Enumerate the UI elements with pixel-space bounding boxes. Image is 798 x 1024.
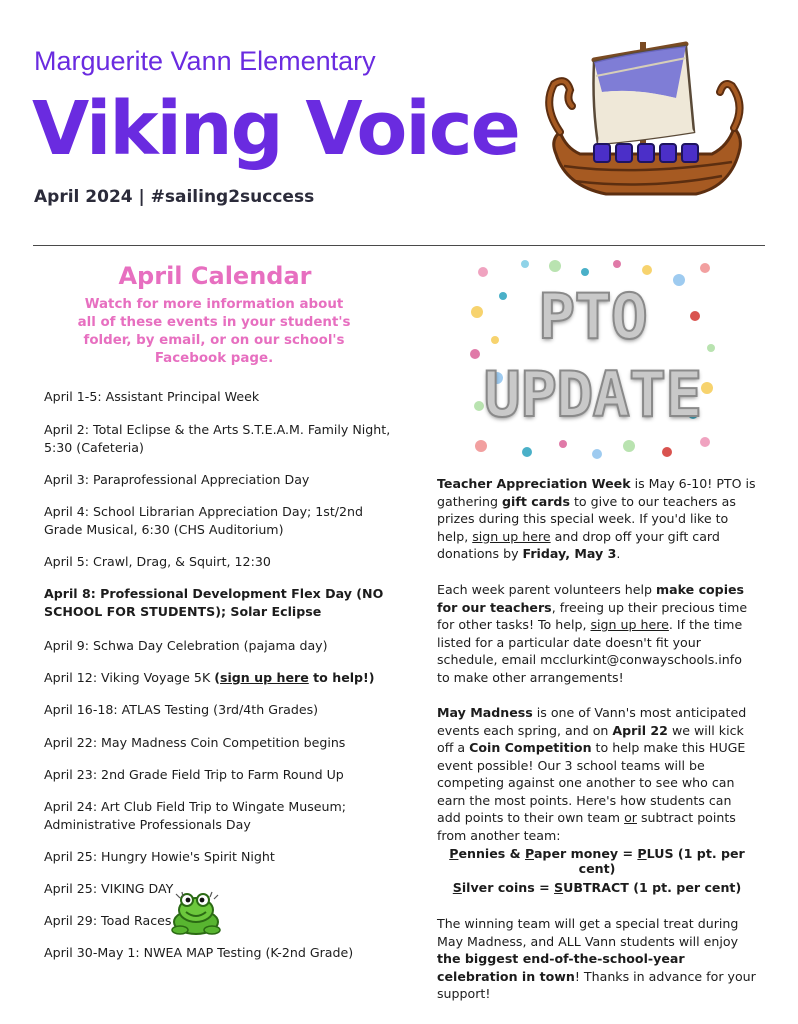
rule-text: ennies & [458, 846, 526, 861]
calendar-item: April 9: Schwa Day Celebration (pajama day) [44, 638, 328, 653]
sign-up-link[interactable]: sign up here [219, 670, 309, 685]
paragraph-text: subtract points from another team: [437, 810, 736, 843]
paragraph-text: , freeing up their precious time for other tasks! To help, [437, 599, 748, 632]
viking-ship-icon [536, 36, 748, 206]
paragraph-text: Each week parent volunteers help [437, 582, 656, 597]
calendar-item: April 16-18: ATLAS Testing (3rd/4th Grades) [44, 702, 319, 717]
paragraph-text: . [616, 546, 621, 561]
issue-dateline: April 2024 | #sailing2success [34, 187, 315, 207]
calendar-item: April 25: VIKING DAY [44, 881, 174, 896]
paragraph-text: . If the time listed for a particular date doesn't fit your schedule, email mcclurkint@conwayschools.info to make other arrangements! [437, 617, 743, 685]
subtract-rule [437, 880, 757, 895]
rule-text: aper money = [533, 846, 638, 861]
paragraph-text: is one of Vann's most anticipated events each spring, and on [437, 705, 747, 738]
emphasis: May Madness [437, 705, 533, 720]
teacher-appreciation-paragraph [437, 475, 757, 563]
pto-image-text: PTO [538, 280, 647, 353]
paragraph-text: ! Thanks in advance for your support! [437, 968, 756, 1001]
newsletter-title: Viking Voice [32, 86, 519, 172]
calendar-heading: April Calendar [118, 262, 312, 290]
paragraph-text: to give to our teachers as prizes during this special week. If you'd like to help, [437, 493, 736, 544]
letter: S [554, 880, 564, 895]
underlined-word: or [624, 810, 637, 825]
calendar-item-text: to help!) [308, 670, 375, 685]
calendar-item: April 24: Art Club Field Trip to Wingate Museum; Administrative Professionals Day [44, 799, 347, 832]
calendar-item: April 30-May 1: NWEA MAP Testing (K-2nd Grade) [44, 945, 354, 960]
calendar-item: April 1-5: Assistant Principal Week [44, 389, 260, 404]
frog-icon [168, 890, 224, 938]
sign-up-link[interactable]: sign up here [472, 528, 551, 544]
emphasis: April 22 [612, 722, 668, 738]
letter: P [637, 846, 647, 861]
calendar-item: April 29: Toad Races [44, 913, 172, 928]
plus-rule [437, 846, 757, 876]
may-madness-paragraph [437, 704, 757, 844]
paragraph-text: is May 6-10! PTO is gathering [437, 476, 756, 509]
letter: S [452, 880, 462, 895]
emphasis: Friday, May 3 [522, 546, 617, 561]
emphasis: Teacher Appreciation Week [437, 476, 631, 491]
closing-paragraph [437, 915, 757, 1003]
rule-text: LUS (1 pt. per cent) [578, 846, 745, 876]
calendar-item: April 5: Crawl, Drag, & Squirt, 12:30 [44, 554, 271, 569]
emphasis: Coin Competition [469, 740, 592, 755]
calendar-item: April 22: May Madness Coin Competition begins [44, 735, 346, 750]
calendar-item: April 23: 2nd Grade Field Trip to Farm Round Up [44, 767, 344, 782]
calendar-item: April 8: Professional Development Flex Day (NO SCHOOL FOR STUDENTS); Solar Eclipse [44, 586, 384, 619]
letter: P [449, 846, 459, 861]
calendar-item: April 2: Total Eclipse & the Arts S.T.E.A.M. Family Night, 5:30 (Cafeteria) [44, 422, 391, 455]
calendar-item-paren: ( [214, 670, 220, 685]
emphasis: make copies for our teachers [437, 582, 745, 615]
paragraph-text: and drop off your gift card donations by [437, 528, 720, 561]
calendar-item-text: April 12: Viking Voyage 5K [44, 670, 215, 685]
paragraph-text: we will kick off a [437, 722, 744, 755]
calendar-item: April 3: Paraprofessional Appreciation Day [44, 472, 310, 487]
rule-text: UBTRACT (1 pt. per cent) [563, 880, 742, 895]
calendar-item: April 4: School Librarian Appreciation Day; 1st/2nd Grade Musical, 6:30 (CHS Auditorium) [44, 504, 364, 537]
school-name: Marguerite Vann Elementary [34, 46, 376, 76]
calendar-note: Watch for more information about all of these events in your student's folder, by email, or on our school's Facebook page. [77, 297, 351, 367]
header-divider [33, 245, 765, 246]
paragraph-text: The winning team will get a special treat during May Madness, and ALL Vann students will enjoy [437, 916, 739, 949]
emphasis: gift cards [502, 493, 570, 509]
paragraph-text: to help make this HUGE event possible! Our 3 school teams will be competing against one another to see who can earn the most points. Here's how students can add points to their own team [437, 740, 746, 825]
calendar-item [44, 669, 399, 687]
rule-text: ilver coins = [461, 880, 555, 895]
emphasis: the biggest end-of-the-school-year celebration in town [437, 951, 685, 984]
calendar-item: April 25: Hungry Howie's Spirit Night [44, 849, 275, 864]
letter: P [525, 846, 534, 861]
pto-image-text: UPDATE [483, 358, 702, 431]
sign-up-link[interactable]: sign up here [590, 617, 669, 632]
copies-paragraph [437, 581, 757, 686]
pto-update-image [467, 256, 718, 463]
